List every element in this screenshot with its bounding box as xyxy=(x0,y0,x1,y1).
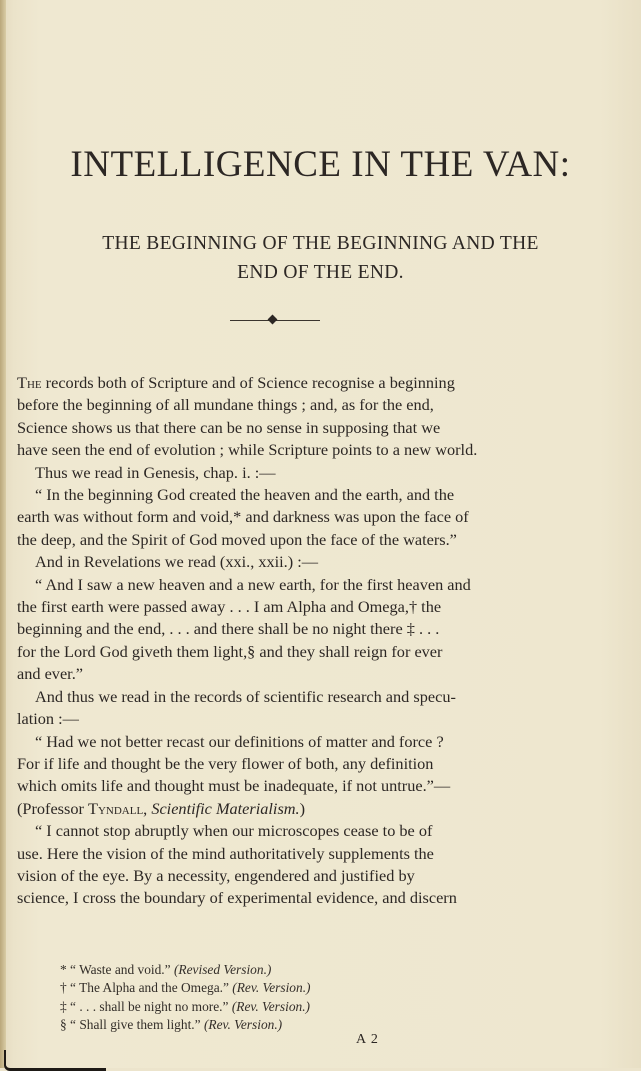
footnote: § “ Shall give them light.” (Rev. Version.) xyxy=(60,1016,283,1032)
quote-line: the deep, and the Spirit of God moved upon the face of the waters.” xyxy=(17,529,457,549)
body-text xyxy=(17,372,627,910)
text-line: And thus we read in the records of scientific research and specu- xyxy=(35,686,456,706)
footnotes xyxy=(60,961,620,1034)
quote-line: for the Lord God giveth them light,§ and they shall reign for ever xyxy=(17,641,443,661)
quote-line: earth was without form and void,* and darkness was upon the face of xyxy=(17,507,469,527)
quote-line: beginning and the end, . . . and there shall be no night there ‡ . . . xyxy=(17,619,440,639)
subtitle-line: END OF THE END. xyxy=(237,262,404,283)
quote-line: vision of the eye. By a necessity, engendered and justified by xyxy=(17,865,415,885)
chapter-title: INTELLIGENCE IN THE VAN: xyxy=(70,144,571,185)
subtitle-line: THE BEGINNING OF THE BEGINNING AND THE xyxy=(102,233,539,254)
diamond-ornament-icon xyxy=(268,315,278,325)
quote-line: the first earth were passed away . . . I am Alpha and Omega,† the xyxy=(17,597,442,617)
text-line: have seen the end of evolution ; while Scripture points to a new world. xyxy=(17,440,478,460)
footnote: ‡ “ . . . shall be night no more.” (Rev. Version.) xyxy=(60,998,311,1014)
text-line: And in Revelations we read (xxi., xxii.) :— xyxy=(35,552,319,572)
quote-line: science, I cross the boundary of experimental evidence, and discern xyxy=(17,888,457,908)
footnote: * “ Waste and void.” (Revised Version.) xyxy=(60,962,272,977)
lead-word: The xyxy=(17,373,42,392)
quote-line: For if life and thought be the very flower of both, any definition xyxy=(17,753,434,773)
quote-line: “ And I saw a new heaven and a new earth, for the first heaven and xyxy=(35,574,471,594)
quote-line: use. Here the vision of the mind authoritatively supplements the xyxy=(17,843,434,863)
footnote: † “ The Alpha and the Omega.” (Rev. Version.) xyxy=(60,980,311,996)
quote-line: “ In the beginning God created the heaven and the earth, and the xyxy=(35,485,455,505)
text-line: The records both of Scripture and of Science recognise a beginning xyxy=(17,373,455,392)
text-line: Thus we read in Genesis, chap. i. :— xyxy=(35,462,276,482)
quote-line: “ Had we not better recast our definitions of matter and force ? xyxy=(35,731,444,751)
signature-mark: A 2 xyxy=(356,1032,379,1047)
text-line: lation :— xyxy=(17,709,79,729)
work-title: Scientific Materialism. xyxy=(151,798,300,818)
attribution-line: (Professor Tyndall, Scientific Materialism.) xyxy=(17,798,306,818)
text-line: before the beginning of all mundane things ; and, as for the end, xyxy=(17,395,434,415)
chapter-subtitle xyxy=(60,229,581,287)
author-name: Tyndall xyxy=(88,798,144,818)
text-line: Science shows us that there can be no sense in supposing that we xyxy=(17,417,441,437)
quote-line: and ever.” xyxy=(17,664,83,684)
quote-line: “ I cannot stop abruptly when our microscopes cease to be of xyxy=(35,821,433,841)
quote-line: which omits life and thought must be inadequate, if not untrue.”— xyxy=(17,776,451,796)
